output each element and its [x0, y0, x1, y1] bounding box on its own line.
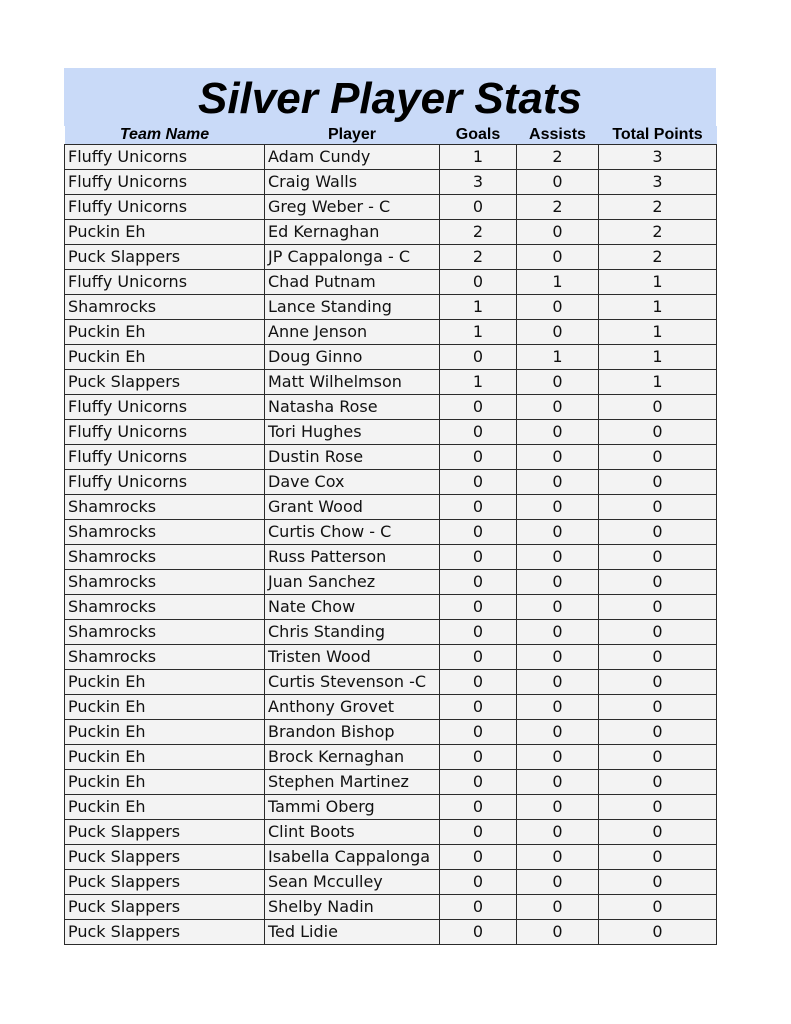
player-name-cell: Curtis Chow - C	[265, 520, 440, 545]
assists-cell: 0	[517, 895, 599, 920]
player-name-cell: Doug Ginno	[265, 345, 440, 370]
team-name-cell: Puckin Eh	[65, 320, 265, 345]
goals-cell: 0	[440, 495, 517, 520]
team-name-cell: Fluffy Unicorns	[65, 445, 265, 470]
player-name-cell: Greg Weber - C	[265, 195, 440, 220]
goals-cell: 2	[440, 220, 517, 245]
player-name-cell: Dustin Rose	[265, 445, 440, 470]
player-name-cell: Stephen Martinez	[265, 770, 440, 795]
total-points-cell: 2	[599, 220, 717, 245]
player-name-cell: Ed Kernaghan	[265, 220, 440, 245]
page-title: Silver Player Stats	[197, 74, 582, 123]
player-name-cell: Juan Sanchez	[265, 570, 440, 595]
assists-cell: 0	[517, 445, 599, 470]
player-name-cell: Anne Jenson	[265, 320, 440, 345]
player-name-cell: Ted Lidie	[265, 920, 440, 945]
assists-cell: 0	[517, 220, 599, 245]
total-points-cell: 0	[599, 870, 717, 895]
player-name-cell: JP Cappalonga - C	[265, 245, 440, 270]
team-name-cell: Fluffy Unicorns	[65, 145, 265, 170]
goals-cell: 0	[440, 770, 517, 795]
table-row	[65, 470, 717, 495]
stats-sheet	[64, 68, 716, 945]
goals-cell: 0	[440, 345, 517, 370]
team-name-cell: Shamrocks	[65, 620, 265, 645]
header-row	[65, 126, 717, 145]
table-row	[65, 870, 717, 895]
player-name-cell: Curtis Stevenson -C	[265, 670, 440, 695]
goals-cell: 0	[440, 695, 517, 720]
total-points-cell: 3	[599, 145, 717, 170]
team-name-cell: Fluffy Unicorns	[65, 420, 265, 445]
column-header-player: Player	[265, 126, 440, 145]
table-row	[65, 445, 717, 470]
goals-cell: 0	[440, 920, 517, 945]
team-name-cell: Fluffy Unicorns	[65, 470, 265, 495]
assists-cell: 0	[517, 420, 599, 445]
goals-cell: 1	[440, 295, 517, 320]
table-row	[65, 170, 717, 195]
assists-cell: 0	[517, 820, 599, 845]
table-row	[65, 795, 717, 820]
total-points-cell: 0	[599, 620, 717, 645]
table-row	[65, 695, 717, 720]
assists-cell: 0	[517, 920, 599, 945]
table-row	[65, 570, 717, 595]
total-points-cell: 2	[599, 245, 717, 270]
assists-cell: 0	[517, 170, 599, 195]
goals-cell: 0	[440, 470, 517, 495]
player-name-cell: Tori Hughes	[265, 420, 440, 445]
team-name-cell: Puckin Eh	[65, 720, 265, 745]
team-name-cell: Fluffy Unicorns	[65, 195, 265, 220]
goals-cell: 0	[440, 545, 517, 570]
team-name-cell: Puck Slappers	[65, 820, 265, 845]
table-row	[65, 545, 717, 570]
table-row	[65, 845, 717, 870]
goals-cell: 0	[440, 520, 517, 545]
goals-cell: 0	[440, 720, 517, 745]
assists-cell: 0	[517, 370, 599, 395]
player-name-cell: Shelby Nadin	[265, 895, 440, 920]
total-points-cell: 0	[599, 795, 717, 820]
total-points-cell: 1	[599, 295, 717, 320]
assists-cell: 0	[517, 295, 599, 320]
player-name-cell: Adam Cundy	[265, 145, 440, 170]
assists-cell: 2	[517, 145, 599, 170]
team-name-cell: Puck Slappers	[65, 895, 265, 920]
table-row	[65, 145, 717, 170]
table-row	[65, 720, 717, 745]
table-row	[65, 195, 717, 220]
team-name-cell: Puckin Eh	[65, 670, 265, 695]
team-name-cell: Fluffy Unicorns	[65, 395, 265, 420]
total-points-cell: 1	[599, 320, 717, 345]
table-row	[65, 320, 717, 345]
table-row	[65, 420, 717, 445]
assists-cell: 0	[517, 645, 599, 670]
goals-cell: 0	[440, 445, 517, 470]
player-name-cell: Isabella Cappalonga	[265, 845, 440, 870]
total-points-cell: 0	[599, 920, 717, 945]
total-points-cell: 0	[599, 745, 717, 770]
player-name-cell: Lance Standing	[265, 295, 440, 320]
player-name-cell: Grant Wood	[265, 495, 440, 520]
total-points-cell: 0	[599, 520, 717, 545]
team-name-cell: Puckin Eh	[65, 745, 265, 770]
team-name-cell: Shamrocks	[65, 295, 265, 320]
assists-cell: 0	[517, 695, 599, 720]
assists-cell: 0	[517, 795, 599, 820]
goals-cell: 0	[440, 745, 517, 770]
goals-cell: 1	[440, 320, 517, 345]
table-row	[65, 595, 717, 620]
assists-cell: 0	[517, 245, 599, 270]
team-name-cell: Puckin Eh	[65, 220, 265, 245]
stats-table	[64, 126, 717, 945]
assists-cell: 0	[517, 620, 599, 645]
goals-cell: 0	[440, 570, 517, 595]
team-name-cell: Shamrocks	[65, 645, 265, 670]
column-header-assists: Assists	[517, 126, 599, 145]
table-row	[65, 920, 717, 945]
team-name-cell: Shamrocks	[65, 495, 265, 520]
player-name-cell: Sean Mcculley	[265, 870, 440, 895]
goals-cell: 0	[440, 645, 517, 670]
assists-cell: 0	[517, 395, 599, 420]
team-name-cell: Puckin Eh	[65, 770, 265, 795]
goals-cell: 0	[440, 620, 517, 645]
table-row	[65, 620, 717, 645]
team-name-cell: Puck Slappers	[65, 920, 265, 945]
player-name-cell: Natasha Rose	[265, 395, 440, 420]
total-points-cell: 0	[599, 845, 717, 870]
assists-cell: 2	[517, 195, 599, 220]
total-points-cell: 0	[599, 445, 717, 470]
goals-cell: 0	[440, 270, 517, 295]
total-points-cell: 2	[599, 195, 717, 220]
goals-cell: 0	[440, 420, 517, 445]
team-name-cell: Shamrocks	[65, 545, 265, 570]
table-row	[65, 820, 717, 845]
team-name-cell: Fluffy Unicorns	[65, 170, 265, 195]
team-name-cell: Puck Slappers	[65, 870, 265, 895]
goals-cell: 0	[440, 795, 517, 820]
player-name-cell: Chris Standing	[265, 620, 440, 645]
assists-cell: 0	[517, 470, 599, 495]
player-name-cell: Nate Chow	[265, 595, 440, 620]
total-points-cell: 0	[599, 595, 717, 620]
team-name-cell: Puckin Eh	[65, 345, 265, 370]
assists-cell: 0	[517, 845, 599, 870]
assists-cell: 0	[517, 720, 599, 745]
table-row	[65, 220, 717, 245]
assists-cell: 0	[517, 545, 599, 570]
total-points-cell: 1	[599, 345, 717, 370]
total-points-cell: 3	[599, 170, 717, 195]
total-points-cell: 0	[599, 770, 717, 795]
goals-cell: 3	[440, 170, 517, 195]
table-row	[65, 670, 717, 695]
column-header-total-points: Total Points	[599, 126, 717, 145]
player-name-cell: Matt Wilhelmson	[265, 370, 440, 395]
total-points-cell: 0	[599, 395, 717, 420]
assists-cell: 0	[517, 670, 599, 695]
team-name-cell: Puck Slappers	[65, 370, 265, 395]
total-points-cell: 0	[599, 645, 717, 670]
table-row	[65, 520, 717, 545]
player-name-cell: Russ Patterson	[265, 545, 440, 570]
player-name-cell: Chad Putnam	[265, 270, 440, 295]
player-name-cell: Dave Cox	[265, 470, 440, 495]
total-points-cell: 0	[599, 420, 717, 445]
player-name-cell: Tristen Wood	[265, 645, 440, 670]
team-name-cell: Shamrocks	[65, 570, 265, 595]
team-name-cell: Puckin Eh	[65, 795, 265, 820]
table-row	[65, 370, 717, 395]
table-row	[65, 295, 717, 320]
table-row	[65, 395, 717, 420]
table-row	[65, 270, 717, 295]
player-name-cell: Clint Boots	[265, 820, 440, 845]
total-points-cell: 0	[599, 545, 717, 570]
assists-cell: 0	[517, 320, 599, 345]
total-points-cell: 0	[599, 470, 717, 495]
total-points-cell: 0	[599, 670, 717, 695]
assists-cell: 0	[517, 595, 599, 620]
total-points-cell: 0	[599, 495, 717, 520]
player-name-cell: Craig Walls	[265, 170, 440, 195]
goals-cell: 2	[440, 245, 517, 270]
table-row	[65, 645, 717, 670]
team-name-cell: Shamrocks	[65, 520, 265, 545]
player-name-cell: Tammi Oberg	[265, 795, 440, 820]
stats-body	[65, 145, 717, 945]
player-name-cell: Anthony Grovet	[265, 695, 440, 720]
goals-cell: 0	[440, 870, 517, 895]
goals-cell: 0	[440, 670, 517, 695]
total-points-cell: 0	[599, 895, 717, 920]
assists-cell: 0	[517, 495, 599, 520]
assists-cell: 0	[517, 570, 599, 595]
goals-cell: 1	[440, 370, 517, 395]
player-name-cell: Brock Kernaghan	[265, 745, 440, 770]
assists-cell: 0	[517, 745, 599, 770]
goals-cell: 0	[440, 845, 517, 870]
total-points-cell: 0	[599, 570, 717, 595]
table-row	[65, 245, 717, 270]
table-row	[65, 770, 717, 795]
team-name-cell: Puck Slappers	[65, 845, 265, 870]
total-points-cell: 1	[599, 270, 717, 295]
goals-cell: 0	[440, 595, 517, 620]
assists-cell: 0	[517, 770, 599, 795]
title-band	[64, 68, 716, 126]
table-row	[65, 495, 717, 520]
column-header-goals: Goals	[440, 126, 517, 145]
team-name-cell: Shamrocks	[65, 595, 265, 620]
goals-cell: 0	[440, 195, 517, 220]
table-row	[65, 745, 717, 770]
goals-cell: 1	[440, 145, 517, 170]
table-row	[65, 345, 717, 370]
goals-cell: 0	[440, 895, 517, 920]
goals-cell: 0	[440, 820, 517, 845]
column-header-team: Team Name	[65, 126, 265, 145]
player-name-cell: Brandon Bishop	[265, 720, 440, 745]
team-name-cell: Puckin Eh	[65, 695, 265, 720]
assists-cell: 0	[517, 520, 599, 545]
total-points-cell: 0	[599, 720, 717, 745]
team-name-cell: Puck Slappers	[65, 245, 265, 270]
table-row	[65, 895, 717, 920]
goals-cell: 0	[440, 395, 517, 420]
assists-cell: 1	[517, 270, 599, 295]
assists-cell: 0	[517, 870, 599, 895]
total-points-cell: 1	[599, 370, 717, 395]
total-points-cell: 0	[599, 820, 717, 845]
assists-cell: 1	[517, 345, 599, 370]
team-name-cell: Fluffy Unicorns	[65, 270, 265, 295]
total-points-cell: 0	[599, 695, 717, 720]
